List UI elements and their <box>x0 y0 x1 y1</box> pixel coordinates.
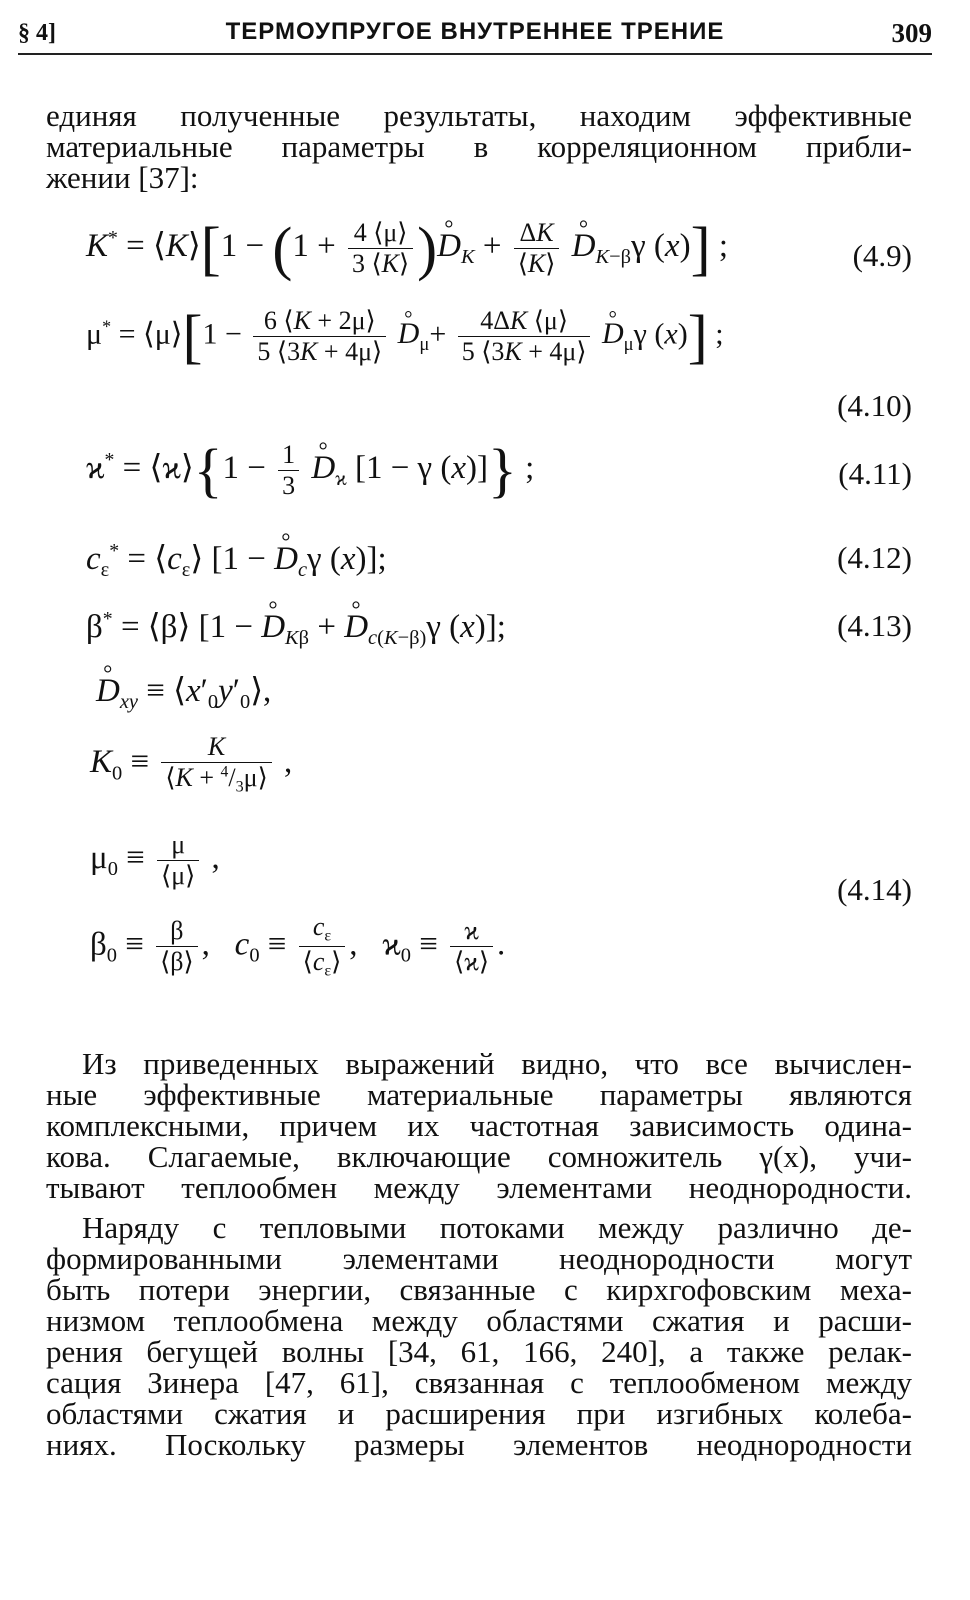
equation-number-4-13: (4.13) <box>837 608 912 643</box>
para2-line-4: низмом теплообмена между областями сжатия и расши- <box>46 1303 912 1338</box>
para2-line-6: сация Зинера [47, 61], связанная с теплообменом между <box>46 1365 912 1400</box>
page-number: 309 <box>891 18 932 48</box>
equation-number-4-9: (4.9) <box>852 238 912 273</box>
equation-4-9: K* = ⟨K⟩[1 − (1 + $\frac{4 ⟨\mu⟩}{3 ⟨K⟩}$ )° $D_K$ + $\frac{\Delta K}{⟨K⟩}$ ° $D_{K-\beta}\gamma$ (x)] ; <box>86 218 728 279</box>
equation-4-14-d: ° $D_{xy}$ ≡ $⟨x'_0y'_0⟩$, <box>96 670 271 714</box>
header-rule <box>18 53 932 55</box>
para2-line-1: Наряду с тепловыми потоками между различно де- <box>82 1210 912 1245</box>
equation-number-4-12: (4.12) <box>837 540 912 575</box>
equation-number-4-14: (4.14) <box>837 872 912 907</box>
paragraph-1 <box>46 1048 912 1203</box>
para1-line-2: ные эффективные материальные параметры являются <box>46 1077 912 1112</box>
para2-line-3: быть потери энергии, связанные с кирхгофовским меха- <box>46 1272 912 1307</box>
para1-line-3: комплексными, причем их частотная зависимость одина- <box>46 1108 912 1143</box>
para1-line-4: кова. Слагаемые, включающие сомножитель γ(x), учи- <box>46 1139 912 1174</box>
para2-line-2: формированными элементами неоднородности могут <box>46 1241 912 1276</box>
equation-4-12: $c_\varepsilon^*$ = $⟨c_\varepsilon⟩$ [1 − ° $D_c\gamma$ (x)]; <box>86 538 387 582</box>
running-header <box>18 14 932 50</box>
para1-line-5: тывают теплообмен между элементами неоднородности. <box>46 1170 912 1205</box>
para2-line-5: рения бегущей волны [34, 61, 166, 240], а также релак- <box>46 1334 912 1369</box>
equation-4-14-k0: $K_0$ ≡ $\frac{K}{⟨K + ^4/_3\mu⟩}$ , <box>90 732 293 796</box>
equation-number-4-11: (4.11) <box>838 456 912 491</box>
intro-line-2: материальные параметры в корреляционном прибли- <box>46 129 912 164</box>
intro-line-1: единяя полученные результаты, находим эффективные <box>46 98 912 133</box>
para2-line-8: ниях. Поскольку размеры элементов неоднородности <box>46 1427 912 1462</box>
equation-4-10: μ* = ⟨μ⟩[1 − $\frac{6 ⟨K + 2\mu⟩}{5 ⟨3K + 4\mu⟩}$ ° $D_\mu+$ $\frac{4\Delta K ⟨\mu⟩}{5 ⟨3K + 4\mu⟩}$ ° $D_\mu\gamma$ (x)] ; <box>86 306 724 367</box>
equation-4-11: ϰ* = ⟨ϰ⟩{1 − $\frac{1}{3}$ ° $D_ϰ$ [1 − γ (x)]} ; <box>86 440 534 501</box>
intro-paragraph <box>46 100 912 193</box>
paragraph-2 <box>46 1212 912 1460</box>
equation-4-14-beta0: $\beta_0$ ≡ $\frac{\beta}{⟨\beta⟩}$ , $c_0$ ≡ $\frac{c_\varepsilon}{⟨c_\varepsilon⟩}$ , $ϰ_0$ ≡ $\frac{ϰ}{⟨ϰ⟩}$ . <box>90 912 506 980</box>
para1-line-1: Из приведенных выражений видно, что все вычислен- <box>82 1046 912 1081</box>
running-title: ТЕРМОУПРУГОЕ ВНУТРЕННЕЕ ТРЕНИЕ <box>225 18 725 45</box>
equation-4-14-mu0: $\mu_0$ ≡ $\frac{\mu}{⟨\mu⟩}$ , <box>90 830 220 890</box>
intro-line-3: жении [37]: <box>46 160 199 195</box>
equation-number-4-10: (4.10) <box>837 388 912 423</box>
section-marker: § 4] <box>18 20 56 46</box>
equation-4-13: β* = ⟨β⟩ [1 − ° $D_{K\beta}$ + ° $D_{c(K-\beta)}\gamma$ (x)]; <box>86 606 506 650</box>
para2-line-7: областями сжатия и расширения при изгибных колеба- <box>46 1396 912 1431</box>
